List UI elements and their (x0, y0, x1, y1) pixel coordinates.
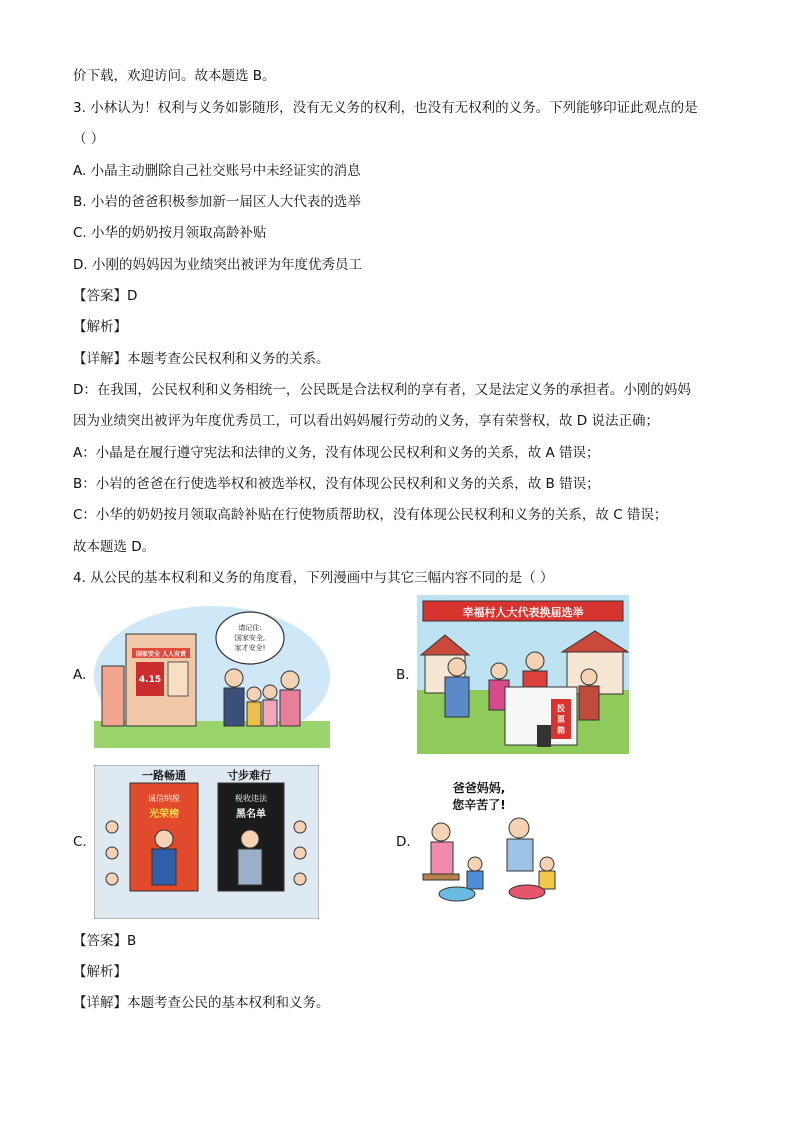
option-4a-label: A. (73, 667, 87, 683)
ballot-box-label-1: 投 (557, 704, 565, 713)
option-3c: C. 小华的奶奶按月领取高龄补贴 (73, 225, 267, 241)
election-banner: 幸福村人大代表换届选举 (462, 606, 584, 619)
explanation-3d-line1: D：在我国，公民权利和义务相统一，公民既是合法权利的享有者，又是法定义务的承担者。小刚的妈妈 (73, 382, 691, 398)
ballot-box-label-3: 箱 (557, 726, 565, 735)
child-speech-line2: 您辛苦了! (452, 798, 506, 812)
question-3-paren: （ ） (73, 131, 105, 147)
cartoon-d-filial-duty (417, 770, 567, 908)
blacklist-title: 黑名单 (236, 809, 266, 820)
left-heading: 一路畅通 (142, 769, 186, 782)
cartoon-b-election (417, 595, 629, 754)
question-3-text: 3. 小林认为！权利与义务如影随形，没有无义务的权利，也没有无权利的义务。下列能够印证此观点的是 (73, 100, 698, 116)
explanation-3c: C：小华的奶奶按月领取高龄补贴在行使物质帮助权，没有体现公民权利和义务的关系，故 C 错误； (73, 507, 668, 523)
ballot-box-label-2: 票 (557, 715, 565, 724)
explanation-3b: B：小岩的爸爸在行使选举权和被选举权，没有体现公民权利和义务的关系，故 B 错误； (73, 476, 600, 492)
poster-number: 4.15 (138, 675, 162, 685)
board-title: 国家安全 人人有责 (135, 651, 187, 658)
analysis-3-heading: 【解析】 (73, 319, 127, 335)
cartoon-a-national-security (94, 596, 330, 748)
child-speech-line1: 爸爸妈妈, (452, 781, 506, 795)
option-4b-label: B. (396, 667, 410, 683)
option-3b: B. 小岩的爸爸积极参加新一届区人大代表的选举 (73, 194, 361, 210)
pointing-hands (294, 821, 306, 885)
honor-roll-title: 光荣榜 (149, 809, 179, 820)
conclusion-3: 故本题选 D。 (73, 539, 156, 555)
analysis-4-heading: 【解析】 (73, 964, 127, 980)
bubble-line3: 家才安全! (234, 644, 266, 652)
option-4c-label: C. (73, 834, 87, 850)
question-4-text: 4. 从公民的基本权利和义务的角度看，下列漫画中与其它三幅内容不同的是（ ） (73, 570, 554, 586)
explanation-3d-line2: 因为业绩突出被评为年度优秀员工，可以看出妈妈履行劳动的义务，享有荣誉权，故 D 说法正确； (73, 413, 659, 429)
explanation-3a: A：小晶是在履行遵守宪法和法律的义务，没有体现公民权利和义务的关系，故 A 错误； (73, 445, 600, 461)
answer-4: 【答案】B (73, 933, 137, 949)
text-line: 价下载，欢迎访问。故本题选 B。 (73, 68, 276, 84)
option-4d-label: D. (396, 834, 411, 850)
blacklist-subtitle: 税收违法 (235, 794, 267, 803)
cartoon-c-tax (94, 765, 319, 919)
option-3d: D. 小刚的妈妈因为业绩突出被评为年度优秀员工 (73, 257, 362, 273)
honor-subtitle: 诚信纳税 (148, 794, 180, 803)
detail-3: 【详解】本题考查公民权利和义务的关系。 (73, 351, 330, 367)
bubble-line1: 请记住: (238, 624, 262, 632)
answer-3: 【答案】D (73, 288, 138, 304)
right-heading: 寸步难行 (227, 769, 271, 782)
option-3a: A. 小晶主动删除自己社交账号中未经证实的消息 (73, 163, 361, 179)
detail-4: 【详解】本题考查公民的基本权利和义务。 (73, 995, 330, 1011)
bubble-line2: 国家安全, (234, 634, 266, 642)
thumbs-up-hands (106, 821, 118, 885)
